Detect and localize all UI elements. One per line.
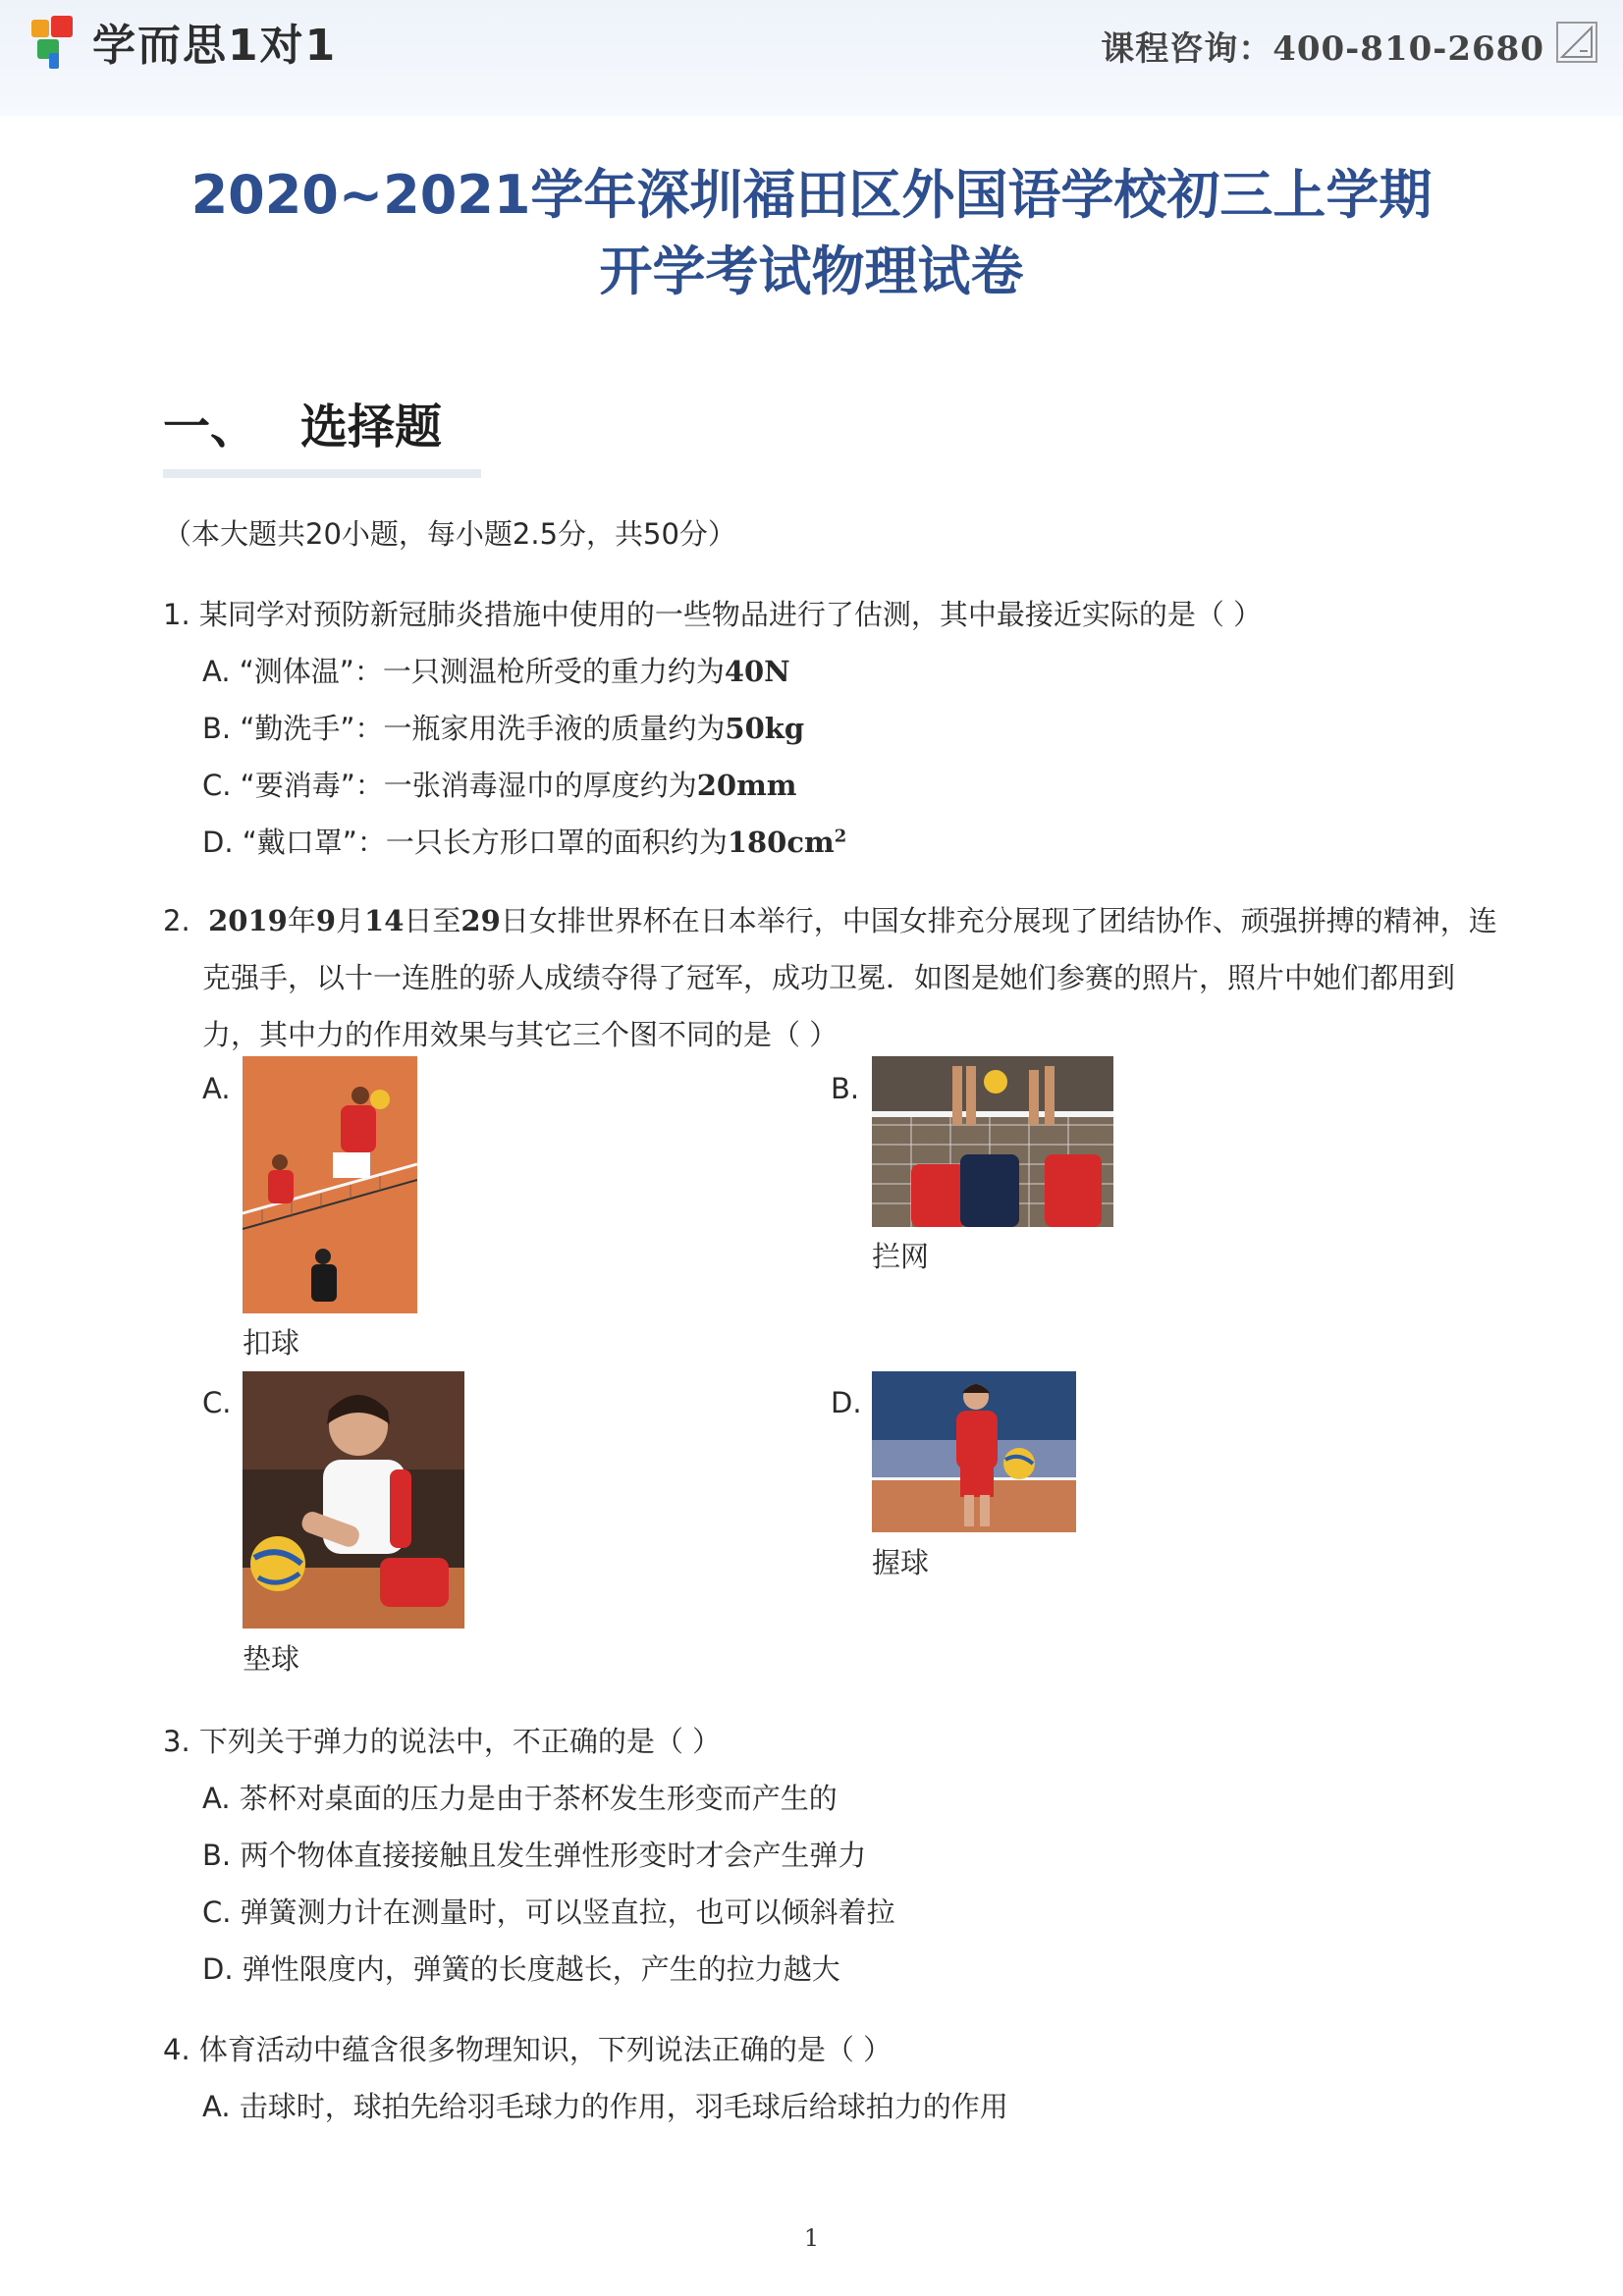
q2-option-b-letter: B. xyxy=(831,1072,860,1105)
q3-stem: 3. 下列关于弹力的说法中，不正确的是（ ） xyxy=(163,1725,722,1758)
q2-option-d-letter: D. xyxy=(831,1386,862,1419)
q2-option-a-letter: A. xyxy=(202,1072,231,1105)
logo-mark-icon xyxy=(27,14,79,69)
q1-option-b: B. “勤洗手”：一瓶家用洗手液的质量约为50kg xyxy=(202,712,805,745)
q3-option-a: A. 茶杯对桌面的压力是由于茶杯发生形变而产生的 xyxy=(202,1782,838,1815)
q2-stem-line1: 2. 2019年9月14日至29日女排世界杯在日本举行，中国女排充分展现了团结协作、顽强拼搏的精神，连 xyxy=(163,904,1497,937)
q1-option-d: D. “戴口罩”：一只长方形口罩的面积约为$180cm^2$ xyxy=(202,826,847,859)
consult-hotline: 课程咨询：400-810-2680 xyxy=(1101,29,1544,69)
logo-text: 学而思1对1 xyxy=(92,21,338,71)
ruler-triangle-icon xyxy=(1554,20,1599,65)
exam-title-line2: 开学考试物理试卷 xyxy=(599,240,1024,302)
q2-option-c-letter: C. xyxy=(202,1386,232,1419)
q2-stem-line3: 力，其中力的作用效果与其它三个图不同的是（ ） xyxy=(202,1018,839,1051)
spike-caption: 扣球 xyxy=(243,1326,300,1360)
q3-option-d: D. 弹性限度内，弹簧的长度越长，产生的拉力越大 xyxy=(202,1952,840,1986)
block-photo xyxy=(872,1056,1113,1227)
exam-title-line1: 2020~2021学年深圳福田区外国语学校初三上学期 xyxy=(190,164,1433,226)
q4-option-a: A. 击球时，球拍先给羽毛球力的作用，羽毛球后给球拍力的作用 xyxy=(202,2090,1008,2123)
q3-option-c: C. 弹簧测力计在测量时，可以竖直拉，也可以倾斜着拉 xyxy=(202,1896,895,1929)
section-label: 选择题 xyxy=(300,400,443,454)
page-number: 1 xyxy=(803,2224,820,2252)
hold-ball-caption: 握球 xyxy=(872,1546,930,1579)
logo xyxy=(27,12,337,71)
section-heading xyxy=(163,389,442,456)
q1-option-a: A. “测体温”：一只测温枪所受的重力约为40N xyxy=(202,655,790,688)
q3-option-b: B. 两个物体直接接触且发生弹性形变时才会产生弹力 xyxy=(202,1839,867,1872)
section-note: （本大题共20小题，每小题2.5分，共50分） xyxy=(163,517,736,551)
q1-option-c: C. “要消毒”：一张消毒湿巾的厚度约为20mm xyxy=(202,769,797,802)
hold-ball-photo xyxy=(872,1371,1076,1532)
dig-photo xyxy=(243,1371,464,1629)
q4-stem: 4. 体育活动中蕴含很多物理知识，下列说法正确的是（ ） xyxy=(163,2033,893,2066)
block-caption: 拦网 xyxy=(872,1240,930,1273)
dig-caption: 垫球 xyxy=(243,1642,300,1676)
exam-title xyxy=(0,157,1623,310)
q2-stem-line2: 克强手，以十一连胜的骄人成绩夺得了冠军，成功卫冕．如图是她们参赛的照片，照片中她们都用到 xyxy=(202,961,1456,994)
section-number: 一、 xyxy=(163,400,258,454)
section-underline xyxy=(163,469,481,478)
q1-stem: 1. 某同学对预防新冠肺炎措施中使用的一些物品进行了估测，其中最接近实际的是（ ） xyxy=(163,598,1263,631)
spike-photo xyxy=(243,1056,417,1313)
